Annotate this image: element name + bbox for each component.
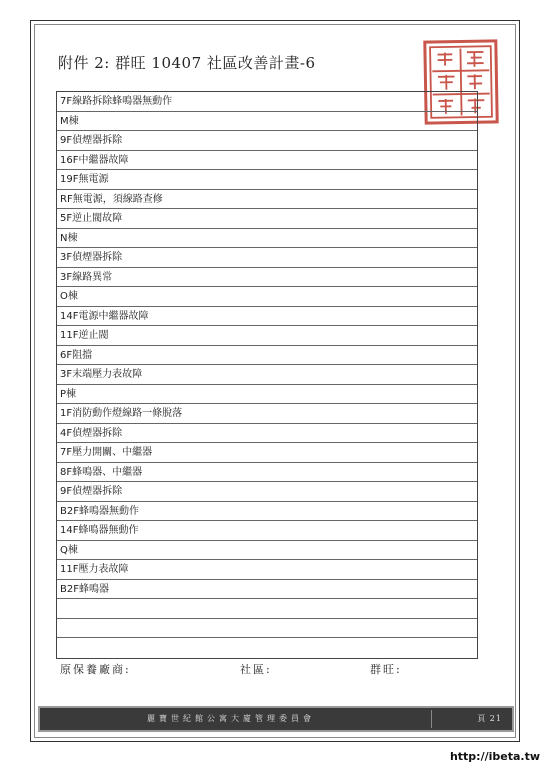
table-row: RF無電源，須線路查修: [57, 190, 477, 210]
table-row: B2F蜂鳴器: [57, 580, 477, 600]
table-row: 3F線路異常: [57, 268, 477, 288]
table-row: M棟: [57, 112, 477, 132]
table-row: 14F蜂鳴器無動作: [57, 521, 477, 541]
table-row: 11F壓力表故障: [57, 560, 477, 580]
document-title: 附件 2: 群旺 10407 社區改善計畫-6: [58, 54, 316, 72]
page-footer-bar: [38, 706, 514, 732]
table-row: Q棟: [57, 541, 477, 561]
table-row: [57, 599, 477, 619]
page-number: 頁 21: [477, 714, 502, 723]
table-row: 3F偵煙器拆除: [57, 248, 477, 268]
table-row: 16F中繼器故障: [57, 151, 477, 171]
table-row: 9F偵煙器拆除: [57, 482, 477, 502]
table-row: P棟: [57, 385, 477, 405]
table-row: 8F蜂鳴器、中繼器: [57, 463, 477, 483]
organization-name: 麗寶世紀館公寓大廈管理委員會: [147, 714, 315, 723]
community-label: 社區:: [240, 663, 272, 676]
table-row: 14F電源中繼器故障: [57, 307, 477, 327]
table-row: 7F壓力開關、中繼器: [57, 443, 477, 463]
defect-list-table: [56, 91, 478, 659]
table-row: 3F末端壓力表故障: [57, 365, 477, 385]
footer-divider: [431, 710, 432, 728]
table-row: 11F逆止閥: [57, 326, 477, 346]
table-row: [57, 619, 477, 639]
table-row: 1F消防動作燈線路一條脫落: [57, 404, 477, 424]
table-row: B2F蜂鳴器無動作: [57, 502, 477, 522]
table-row: 6F阻擋: [57, 346, 477, 366]
table-row: O棟: [57, 287, 477, 307]
vendor-label: 原保養廠商:: [60, 663, 131, 676]
site-watermark: http://ibeta.tw: [449, 750, 540, 763]
table-row: 9F偵煙器拆除: [57, 131, 477, 151]
table-row: 7F線路拆除蜂鳴器無動作: [57, 92, 477, 112]
table-row: 5F逆止閥故障: [57, 209, 477, 229]
table-row: 19F無電源: [57, 170, 477, 190]
qunwang-label: 群旺:: [370, 663, 402, 676]
table-row: 4F偵煙器拆除: [57, 424, 477, 444]
table-row: N棟: [57, 229, 477, 249]
table-row: [57, 638, 477, 658]
